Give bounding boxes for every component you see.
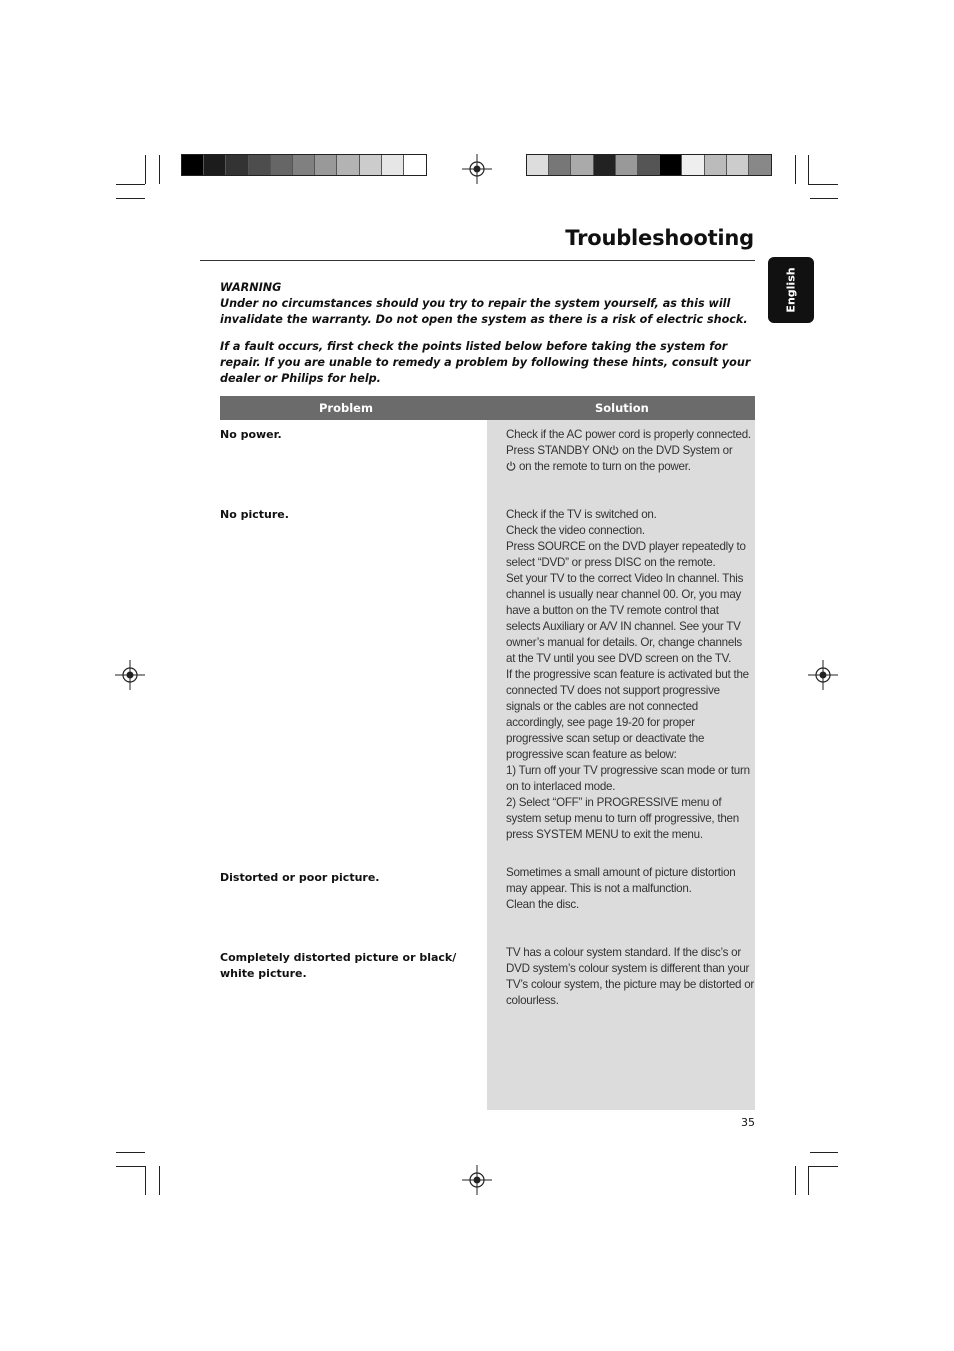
color-swatch [360, 155, 382, 175]
crop-mark [116, 198, 145, 199]
color-swatch [182, 155, 204, 175]
solution-line: 2) Select “OFF” in PROGRESSIVE menu of system setup menu to turn off progressive, then press SYSTEM MENU to exit the menu. [506, 796, 739, 841]
color-swatch [594, 155, 616, 175]
crop-mark [795, 155, 796, 184]
color-swatch [549, 155, 571, 175]
solution-line: Check the video connection. [506, 524, 645, 537]
crop-mark [808, 1166, 809, 1195]
crop-mark [145, 1166, 146, 1195]
color-swatch [271, 155, 293, 175]
solution-line: Clean the disc. [506, 898, 579, 911]
page-title: Troubleshooting [565, 226, 754, 250]
calibration-bar-left [181, 154, 427, 176]
crop-mark [145, 155, 146, 184]
crop-mark [808, 1166, 838, 1167]
color-swatch [571, 155, 593, 175]
color-swatch [527, 155, 549, 175]
registration-target-icon [115, 660, 145, 690]
solution-column-header: Solution [595, 401, 649, 415]
repair-advice: If a fault occurs, first check the points listed below before taking the system for repair. If you are unable to remedy a problem by following these hints, consult your dealer or Philips for help. [220, 340, 751, 385]
color-swatch [682, 155, 704, 175]
warning-text: Under no circumstances should you try to repair the system yourself, as this will invalidate the warranty. Do not open the system as there is a risk of electric shock. [220, 297, 748, 326]
solution-line: Check if the TV is switched on. [506, 508, 657, 521]
problem-colour-system: Completely distorted picture or black/ white picture. [220, 951, 457, 980]
solution-line: Press SOURCE on the DVD player repeatedly to select “DVD” or press DISC on the remote. [506, 540, 746, 569]
color-swatch [404, 155, 426, 175]
solution-line: 1) Turn off your TV progressive scan mode or turn on to interlaced mode. [506, 764, 750, 793]
solution-distorted-picture [506, 865, 754, 913]
color-swatch [616, 155, 638, 175]
crop-mark [795, 1166, 796, 1195]
problem-distorted-picture: Distorted or poor picture. [220, 871, 380, 884]
registration-target-icon [462, 154, 492, 184]
color-swatch [638, 155, 660, 175]
crop-mark [810, 198, 838, 199]
crop-mark [159, 1166, 160, 1195]
solution-line: Sometimes a small amount of picture distortion may appear. This is not a malfunction. [506, 866, 736, 895]
power-icon [609, 445, 619, 455]
crop-mark [810, 1152, 838, 1153]
color-swatch [660, 155, 682, 175]
language-tab [768, 257, 814, 323]
title-divider [200, 260, 755, 261]
crop-mark [116, 1166, 145, 1167]
color-swatch [382, 155, 404, 175]
problem-no-picture: No picture. [220, 508, 289, 521]
color-swatch [705, 155, 727, 175]
power-icon [506, 461, 516, 471]
crop-mark [159, 155, 160, 184]
registration-target-icon [808, 660, 838, 690]
table-header [220, 396, 755, 420]
color-swatch [204, 155, 226, 175]
crop-mark [808, 155, 809, 184]
language-tab-label: English [784, 267, 798, 313]
solution-colour-system [506, 945, 754, 1009]
color-swatch [337, 155, 359, 175]
color-swatch [315, 155, 337, 175]
color-swatch [293, 155, 315, 175]
crop-mark [808, 184, 838, 185]
solution-no-power [506, 427, 754, 475]
solution-line: If the progressive scan feature is activated but the connected TV does not support progressive signals or the cables are not connected accordingly, see page 19-20 for proper progressive scan setup or deactivate the progressive scan feature as below: [506, 668, 749, 761]
color-swatch [249, 155, 271, 175]
warning-heading: WARNING [220, 281, 282, 294]
solution-line: TV has a colour system standard. If the disc’s or DVD system’s colour system is different than your TV’s colour system, the picture may be distorted or colourless. [506, 946, 755, 1007]
solution-line: on the remote to turn on the power. [506, 459, 754, 475]
solution-line: Press STANDBY ON on the DVD System or [506, 444, 733, 457]
page-number: 35 [741, 1116, 755, 1129]
solution-no-picture [506, 507, 754, 843]
crop-mark [116, 184, 145, 185]
problem-column-header: Problem [319, 401, 373, 415]
registration-target-icon [462, 1165, 492, 1195]
problem-no-power: No power. [220, 428, 282, 441]
solution-line: Set your TV to the correct Video In channel. This channel is usually near channel 00. Or, you may have a button on the TV remote control that selects Auxiliary or A/V IN channel. See your TV owner’s manual for details. Or, change channels at the TV until you see DVD screen on the TV. [506, 572, 744, 665]
crop-mark [116, 1152, 145, 1153]
calibration-bar-right [526, 154, 772, 176]
color-swatch [727, 155, 749, 175]
color-swatch [749, 155, 771, 175]
color-swatch [226, 155, 248, 175]
solution-line: Check if the AC power cord is properly connected. [506, 428, 751, 441]
